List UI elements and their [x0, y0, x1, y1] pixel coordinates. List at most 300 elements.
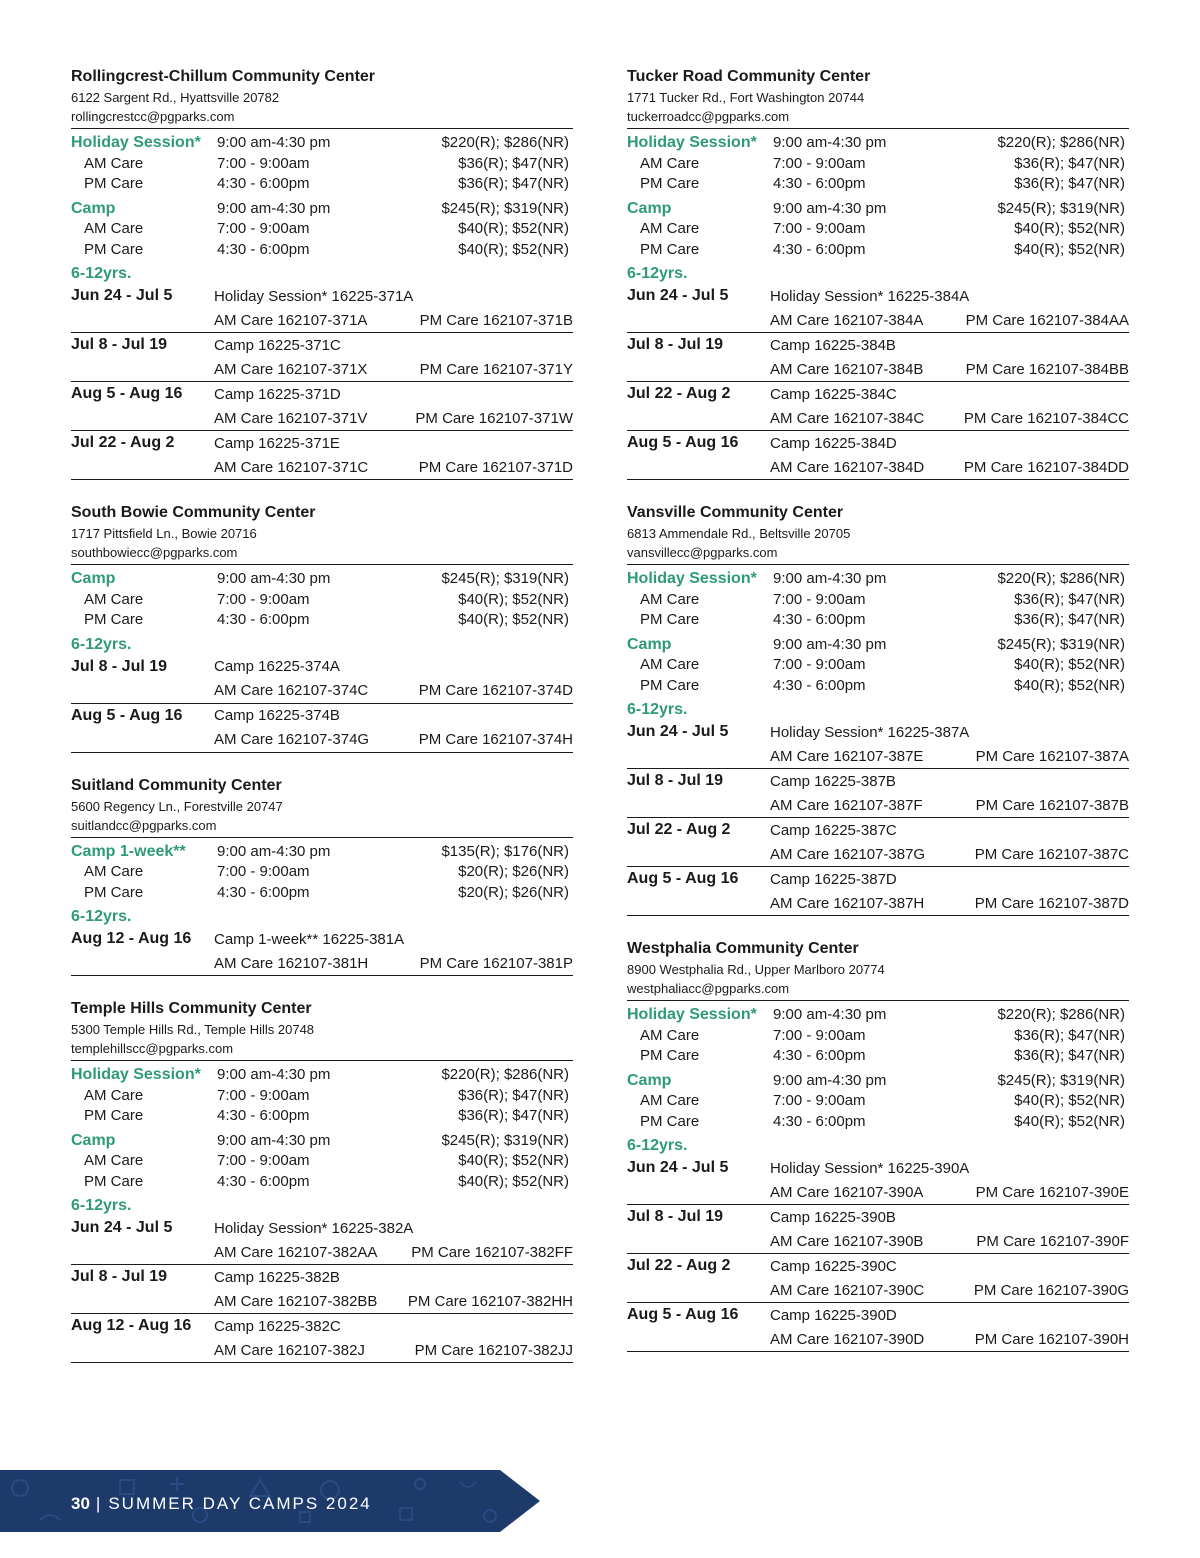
program-price: $245(R); $319(NR) — [441, 1131, 569, 1149]
care-codes-row — [71, 1338, 573, 1363]
center-email[interactable]: westphaliacc@pgparks.com — [627, 979, 1129, 1001]
pm-care-code: PM Care 162107-390F — [976, 1232, 1129, 1250]
program-time: 4:30 - 6:00pm — [217, 175, 310, 192]
price-group — [627, 199, 1129, 261]
pm-care-code: PM Care 162107-384AA — [965, 311, 1129, 329]
program-time: 4:30 - 6:00pm — [773, 1047, 866, 1064]
session-code: Camp 1-week** 16225-381A — [214, 930, 405, 948]
session-code: Camp 16225-387D — [770, 870, 897, 888]
session-row — [627, 769, 1129, 793]
pm-care-code: PM Care 162107-384CC — [963, 409, 1129, 427]
pm-care-code: PM Care 162107-387D — [974, 894, 1129, 912]
center-address: 6122 Sargent Rd., Hyattsville 20782 — [71, 90, 280, 105]
age-range: 6-12yrs. — [627, 701, 688, 718]
care-label: AM Care — [640, 1092, 700, 1109]
am-care-code: AM Care 162107-382AA — [214, 1243, 378, 1261]
session-row — [627, 431, 1129, 455]
care-codes-row — [71, 308, 573, 333]
session-code: Holiday Session* 16225-390A — [770, 1159, 970, 1177]
age-range: 6-12yrs. — [71, 635, 132, 653]
price-row — [627, 1071, 1129, 1092]
program-price: $40(R); $52(NR) — [458, 220, 569, 237]
price-row — [71, 862, 573, 883]
session-row — [627, 720, 1129, 744]
price-row — [71, 199, 573, 220]
am-care-code: AM Care 162107-382BB — [214, 1292, 378, 1310]
session-code: Camp 16225-384D — [770, 434, 897, 452]
price-group — [71, 1131, 573, 1193]
right-column — [627, 66, 1129, 1374]
care-label: PM Care — [640, 1047, 700, 1064]
program-price: $36(R); $47(NR) — [1014, 590, 1125, 608]
price-row — [627, 1112, 1129, 1133]
program-time: 7:00 - 9:00am — [773, 656, 866, 673]
care-codes-row — [627, 406, 1129, 431]
am-care-code: AM Care 162107-384C — [770, 409, 925, 427]
session-code: Camp 16225-387B — [770, 772, 896, 790]
program-time: 7:00 - 9:00am — [217, 863, 310, 880]
price-row — [71, 842, 573, 863]
am-care-code: AM Care 162107-371X — [214, 360, 368, 378]
age-range: 6-12yrs. — [71, 908, 132, 925]
center-address: 5600 Regency Ln., Forestville 20747 — [71, 798, 283, 814]
care-label: PM Care — [640, 240, 700, 258]
center-address: 6813 Ammendale Rd., Beltsville 20705 — [627, 526, 851, 541]
session-row — [71, 431, 573, 455]
program-name: Holiday Session* — [71, 134, 201, 151]
program-price: $220(R); $286(NR) — [997, 134, 1125, 151]
page-number: 30 — [71, 1494, 90, 1513]
program-price: $220(R); $286(NR) — [441, 134, 569, 151]
care-label: PM Care — [640, 1112, 700, 1130]
program-price: $40(R); $52(NR) — [458, 590, 569, 608]
price-row — [627, 610, 1129, 631]
center-address: 5300 Temple Hills Rd., Temple Hills 20748 — [71, 1022, 315, 1037]
price-row — [71, 1172, 573, 1193]
session-code: Camp 16225-384C — [770, 385, 897, 403]
care-codes-row — [71, 1240, 573, 1265]
am-care-code: AM Care 162107-384D — [770, 458, 925, 476]
price-row — [71, 219, 573, 240]
community-center — [627, 938, 1129, 1352]
program-time: 7:00 - 9:00am — [217, 154, 310, 172]
center-email[interactable]: vansvillecc@pgparks.com — [627, 543, 1129, 565]
session-code: Camp 16225-390B — [770, 1208, 896, 1226]
am-care-code: AM Care 162107-390B — [770, 1232, 924, 1250]
price-row — [71, 1151, 573, 1172]
session-dates: Jul 22 - Aug 2 — [71, 434, 175, 451]
price-row — [71, 590, 573, 611]
price-row — [71, 1106, 573, 1127]
program-price: $36(R); $47(NR) — [458, 1086, 569, 1104]
session-dates: Aug 12 - Aug 16 — [71, 1317, 192, 1334]
center-email[interactable]: templehillscc@pgparks.com — [71, 1039, 573, 1061]
program-time: 4:30 - 6:00pm — [773, 1112, 866, 1130]
program-time: 4:30 - 6:00pm — [773, 676, 866, 694]
program-name: Holiday Session* — [627, 570, 757, 587]
session-row — [71, 927, 573, 951]
am-care-code: AM Care 162107-374G — [214, 731, 370, 748]
community-center — [627, 66, 1129, 480]
session-code: Camp 16225-382B — [214, 1268, 340, 1286]
program-time: 4:30 - 6:00pm — [217, 883, 310, 901]
program-time: 9:00 am-4:30 pm — [773, 134, 887, 151]
care-codes-row — [71, 728, 573, 753]
pm-care-code: PM Care 162107-384BB — [965, 360, 1129, 378]
session-dates: Jul 22 - Aug 2 — [627, 821, 731, 838]
community-center — [71, 502, 573, 753]
program-name: Camp — [627, 635, 672, 653]
am-care-code: AM Care 162107-390C — [770, 1281, 925, 1299]
session-dates: Jun 24 - Jul 5 — [627, 287, 729, 304]
age-range: 6-12yrs. — [627, 265, 688, 282]
pm-care-code: PM Care 162107-382JJ — [414, 1341, 573, 1359]
pm-care-code: PM Care 162107-371D — [418, 458, 573, 476]
care-label: AM Care — [640, 1026, 700, 1044]
pm-care-code: PM Care 162107-387B — [975, 796, 1129, 814]
pm-care-code: PM Care 162107-390G — [973, 1281, 1129, 1299]
session-row — [627, 867, 1129, 891]
program-price: $245(R); $319(NR) — [997, 635, 1125, 653]
session-row — [627, 284, 1129, 308]
session-row — [71, 382, 573, 406]
program-time: 9:00 am-4:30 pm — [217, 1131, 331, 1149]
am-care-code: AM Care 162107-390D — [770, 1330, 925, 1348]
price-group — [71, 199, 573, 261]
care-codes-row — [627, 1229, 1129, 1254]
care-codes-row — [71, 951, 573, 976]
am-care-code: AM Care 162107-382J — [214, 1341, 365, 1359]
program-name: Camp — [627, 1071, 672, 1089]
center-name: South Bowie Community Center — [71, 504, 316, 521]
center-email[interactable]: rollingcrestcc@pgparks.com — [71, 107, 573, 129]
pm-care-code: PM Care 162107-387C — [974, 845, 1129, 863]
price-row — [71, 133, 573, 154]
pm-care-code: PM Care 162107-384DD — [963, 458, 1129, 476]
center-email[interactable]: tuckerroadcc@pgparks.com — [627, 107, 1129, 129]
price-row — [71, 174, 573, 195]
program-name: Holiday Session* — [627, 1006, 757, 1023]
program-price: $220(R); $286(NR) — [997, 570, 1125, 587]
price-group — [627, 133, 1129, 195]
price-row — [627, 655, 1129, 676]
community-center — [71, 775, 573, 977]
session-dates: Jul 22 - Aug 2 — [627, 1257, 731, 1274]
price-row — [627, 1091, 1129, 1112]
care-codes-row — [627, 891, 1129, 916]
center-name: Vansville Community Center — [627, 504, 844, 521]
session-row — [71, 333, 573, 357]
program-price: $36(R); $47(NR) — [1014, 611, 1125, 628]
program-time: 7:00 - 9:00am — [773, 220, 866, 237]
session-row — [627, 1205, 1129, 1229]
am-care-code: AM Care 162107-387H — [770, 894, 925, 912]
care-codes-row — [627, 1180, 1129, 1205]
care-codes-row — [627, 842, 1129, 867]
program-time: 9:00 am-4:30 pm — [217, 1066, 331, 1083]
session-dates: Aug 12 - Aug 16 — [71, 930, 192, 947]
session-code: Camp 16225-371E — [214, 434, 340, 452]
session-code: Camp 16225-374A — [214, 658, 340, 675]
price-row — [627, 676, 1129, 697]
program-price: $245(R); $319(NR) — [441, 570, 569, 587]
community-center — [627, 502, 1129, 916]
center-name: Temple Hills Community Center — [71, 1000, 312, 1017]
price-row — [627, 154, 1129, 175]
care-label: AM Care — [84, 1152, 144, 1169]
program-price: $36(R); $47(NR) — [1014, 175, 1125, 192]
session-code: Camp 16225-384B — [770, 336, 896, 354]
session-dates: Jul 8 - Jul 19 — [71, 1268, 168, 1285]
program-price: $245(R); $319(NR) — [997, 1071, 1125, 1089]
session-code: Camp 16225-390D — [770, 1306, 897, 1324]
care-label: AM Care — [84, 220, 144, 237]
center-name: Westphalia Community Center — [627, 940, 859, 957]
care-label: PM Care — [84, 611, 144, 628]
program-price: $40(R); $52(NR) — [1014, 1112, 1125, 1130]
care-label: PM Care — [640, 611, 700, 628]
am-care-code: AM Care 162107-390A — [770, 1183, 924, 1201]
session-dates: Jul 8 - Jul 19 — [627, 1208, 724, 1225]
price-group — [71, 842, 573, 904]
program-time: 7:00 - 9:00am — [773, 590, 866, 608]
price-row — [627, 133, 1129, 154]
program-name: Holiday Session* — [71, 1066, 201, 1083]
am-care-code: AM Care 162107-387F — [770, 796, 923, 814]
program-price: $36(R); $47(NR) — [1014, 1026, 1125, 1044]
session-row — [627, 1303, 1129, 1327]
session-row — [627, 1156, 1129, 1180]
pm-care-code: PM Care 162107-371Y — [419, 360, 573, 378]
am-care-code: AM Care 162107-374C — [214, 682, 369, 699]
session-dates: Jun 24 - Jul 5 — [627, 723, 729, 740]
session-dates: Aug 5 - Aug 16 — [627, 1306, 739, 1323]
program-price: $36(R); $47(NR) — [1014, 154, 1125, 172]
price-row — [71, 240, 573, 261]
program-time: 9:00 am-4:30 pm — [217, 134, 331, 151]
price-row — [627, 1026, 1129, 1047]
session-dates: Jul 8 - Jul 19 — [71, 657, 168, 675]
program-price: $245(R); $319(NR) — [441, 199, 569, 217]
session-code: Camp 16225-390C — [770, 1257, 897, 1275]
price-row — [71, 610, 573, 631]
am-care-code: AM Care 162107-371V — [214, 409, 368, 427]
price-row — [627, 174, 1129, 195]
program-time: 4:30 - 6:00pm — [773, 240, 866, 258]
care-label: AM Care — [640, 656, 700, 673]
program-time: 7:00 - 9:00am — [773, 1026, 866, 1044]
pm-care-code: PM Care 162107-390E — [975, 1183, 1129, 1201]
age-range: 6-12yrs. — [71, 1197, 132, 1214]
pm-care-code: PM Care 162107-382HH — [407, 1292, 573, 1310]
program-price: $220(R); $286(NR) — [997, 1006, 1125, 1023]
center-address: 1717 Pittsfield Ln., Bowie 20716 — [71, 526, 257, 541]
community-center — [71, 66, 573, 480]
age-range: 6-12yrs. — [627, 1137, 688, 1154]
price-row — [627, 1046, 1129, 1067]
session-dates: Aug 5 - Aug 16 — [627, 870, 739, 887]
price-group — [71, 569, 573, 631]
session-row — [71, 1216, 573, 1240]
program-time: 4:30 - 6:00pm — [217, 1107, 310, 1124]
program-name: Camp — [627, 199, 672, 217]
price-group — [627, 1005, 1129, 1067]
program-time: 4:30 - 6:00pm — [773, 611, 866, 628]
session-row — [627, 1254, 1129, 1278]
session-code: Holiday Session* 16225-371A — [214, 287, 414, 305]
care-codes-row — [627, 308, 1129, 333]
session-dates: Aug 5 - Aug 16 — [627, 434, 739, 451]
session-code: Holiday Session* 16225-382A — [214, 1219, 414, 1237]
program-price: $40(R); $52(NR) — [458, 1172, 569, 1190]
session-code: Camp 16225-382C — [214, 1317, 341, 1335]
program-price: $40(R); $52(NR) — [1014, 656, 1125, 673]
price-row — [627, 219, 1129, 240]
pm-care-code: PM Care 162107-381P — [419, 954, 573, 972]
program-price: $40(R); $52(NR) — [1014, 240, 1125, 258]
footer-title: SUMMER DAY CAMPS 2024 — [108, 1494, 372, 1513]
care-codes-row — [71, 406, 573, 431]
program-price: $40(R); $52(NR) — [1014, 1092, 1125, 1109]
program-name: Camp — [71, 199, 116, 217]
pm-care-code: PM Care 162107-374H — [418, 731, 573, 748]
program-time: 4:30 - 6:00pm — [217, 1172, 310, 1190]
session-row — [71, 655, 573, 679]
program-time: 4:30 - 6:00pm — [217, 611, 310, 628]
price-row — [71, 883, 573, 904]
price-group — [71, 1065, 573, 1127]
age-range: 6-12yrs. — [71, 265, 132, 282]
program-price: $36(R); $47(NR) — [458, 175, 569, 192]
program-time: 7:00 - 9:00am — [773, 1092, 866, 1109]
center-email[interactable]: suitlandcc@pgparks.com — [71, 816, 573, 838]
program-name: Camp — [71, 1131, 116, 1149]
care-label: PM Care — [84, 883, 144, 901]
program-time: 9:00 am-4:30 pm — [217, 199, 331, 217]
am-care-code: AM Care 162107-384B — [770, 360, 924, 378]
session-row — [71, 1314, 573, 1338]
center-name: Suitland Community Center — [71, 776, 282, 794]
session-dates: Jun 24 - Jul 5 — [71, 1219, 173, 1236]
program-time: 4:30 - 6:00pm — [217, 240, 310, 258]
pm-care-code: PM Care 162107-387A — [975, 747, 1129, 765]
care-label: AM Care — [84, 590, 144, 608]
program-time: 7:00 - 9:00am — [217, 1152, 310, 1169]
care-label: AM Care — [640, 220, 700, 237]
pm-care-code: PM Care 162107-382FF — [411, 1243, 573, 1261]
program-price: $40(R); $52(NR) — [458, 240, 569, 258]
session-row — [71, 1265, 573, 1289]
care-label: PM Care — [84, 1107, 144, 1124]
care-codes-row — [627, 455, 1129, 480]
care-label: PM Care — [640, 676, 700, 694]
price-group — [627, 569, 1129, 631]
session-row — [627, 333, 1129, 357]
price-row — [627, 240, 1129, 261]
care-label: PM Care — [84, 240, 144, 258]
am-care-code: AM Care 162107-387G — [770, 845, 926, 863]
program-time: 9:00 am-4:30 pm — [773, 1071, 887, 1089]
program-price: $20(R); $26(NR) — [458, 863, 569, 880]
left-column — [71, 66, 573, 1385]
program-time: 7:00 - 9:00am — [217, 220, 310, 237]
care-label: PM Care — [640, 175, 700, 192]
program-time: 9:00 am-4:30 pm — [217, 842, 331, 860]
price-row — [71, 569, 573, 590]
session-code: Camp 16225-371C — [214, 336, 341, 354]
pm-care-code: PM Care 162107-374D — [418, 682, 573, 699]
footer-text — [71, 1494, 372, 1514]
program-time: 7:00 - 9:00am — [217, 590, 310, 608]
program-price: $20(R); $26(NR) — [458, 883, 569, 901]
care-label: AM Care — [84, 1086, 144, 1104]
session-code: Camp 16225-371D — [214, 385, 341, 403]
program-price: $40(R); $52(NR) — [458, 611, 569, 628]
am-care-code: AM Care 162107-387E — [770, 747, 924, 765]
session-code: Holiday Session* 16225-387A — [770, 723, 970, 741]
program-price: $40(R); $52(NR) — [1014, 220, 1125, 237]
center-email[interactable]: southbowiecc@pgparks.com — [71, 543, 573, 565]
care-codes-row — [627, 357, 1129, 382]
session-row — [627, 818, 1129, 842]
price-row — [627, 635, 1129, 656]
am-care-code: AM Care 162107-371C — [214, 458, 369, 476]
program-name: Holiday Session* — [627, 134, 757, 151]
price-group — [71, 133, 573, 195]
program-price: $220(R); $286(NR) — [441, 1066, 569, 1083]
session-code: Camp 16225-374B — [214, 707, 340, 724]
care-codes-row — [71, 357, 573, 382]
price-row — [627, 590, 1129, 611]
care-codes-row — [627, 1278, 1129, 1303]
session-code: Camp 16225-387C — [770, 821, 897, 839]
session-dates: Aug 5 - Aug 16 — [71, 706, 183, 724]
price-row — [71, 1086, 573, 1107]
price-group — [627, 635, 1129, 697]
program-price: $245(R); $319(NR) — [997, 199, 1125, 217]
program-time: 9:00 am-4:30 pm — [217, 570, 331, 587]
session-row — [71, 704, 573, 728]
program-price: $36(R); $47(NR) — [1014, 1047, 1125, 1064]
program-price: $135(R); $176(NR) — [441, 842, 569, 860]
care-codes-row — [71, 455, 573, 480]
session-dates: Jul 8 - Jul 19 — [71, 336, 168, 353]
session-dates: Aug 5 - Aug 16 — [71, 385, 183, 402]
am-care-code: AM Care 162107-384A — [770, 311, 924, 329]
am-care-code: AM Care 162107-371A — [214, 311, 368, 329]
program-name: Camp 1-week** — [71, 842, 186, 860]
program-price: $40(R); $52(NR) — [458, 1152, 569, 1169]
care-label: AM Care — [640, 590, 700, 608]
care-codes-row — [627, 793, 1129, 818]
care-label: PM Care — [84, 175, 144, 192]
session-row — [627, 382, 1129, 406]
care-codes-row — [627, 744, 1129, 769]
program-price: $36(R); $47(NR) — [458, 154, 569, 172]
session-dates: Jul 8 - Jul 19 — [627, 772, 724, 789]
pm-care-code: PM Care 162107-371B — [419, 311, 573, 329]
program-time: 7:00 - 9:00am — [773, 154, 866, 172]
program-time: 9:00 am-4:30 pm — [773, 635, 887, 653]
program-name: Camp — [71, 570, 116, 587]
price-row — [627, 1005, 1129, 1026]
price-row — [71, 154, 573, 175]
care-codes-row — [71, 679, 573, 704]
program-time: 9:00 am-4:30 pm — [773, 570, 887, 587]
footer-separator: | — [95, 1494, 103, 1513]
price-row — [627, 569, 1129, 590]
program-price: $40(R); $52(NR) — [1014, 676, 1125, 694]
